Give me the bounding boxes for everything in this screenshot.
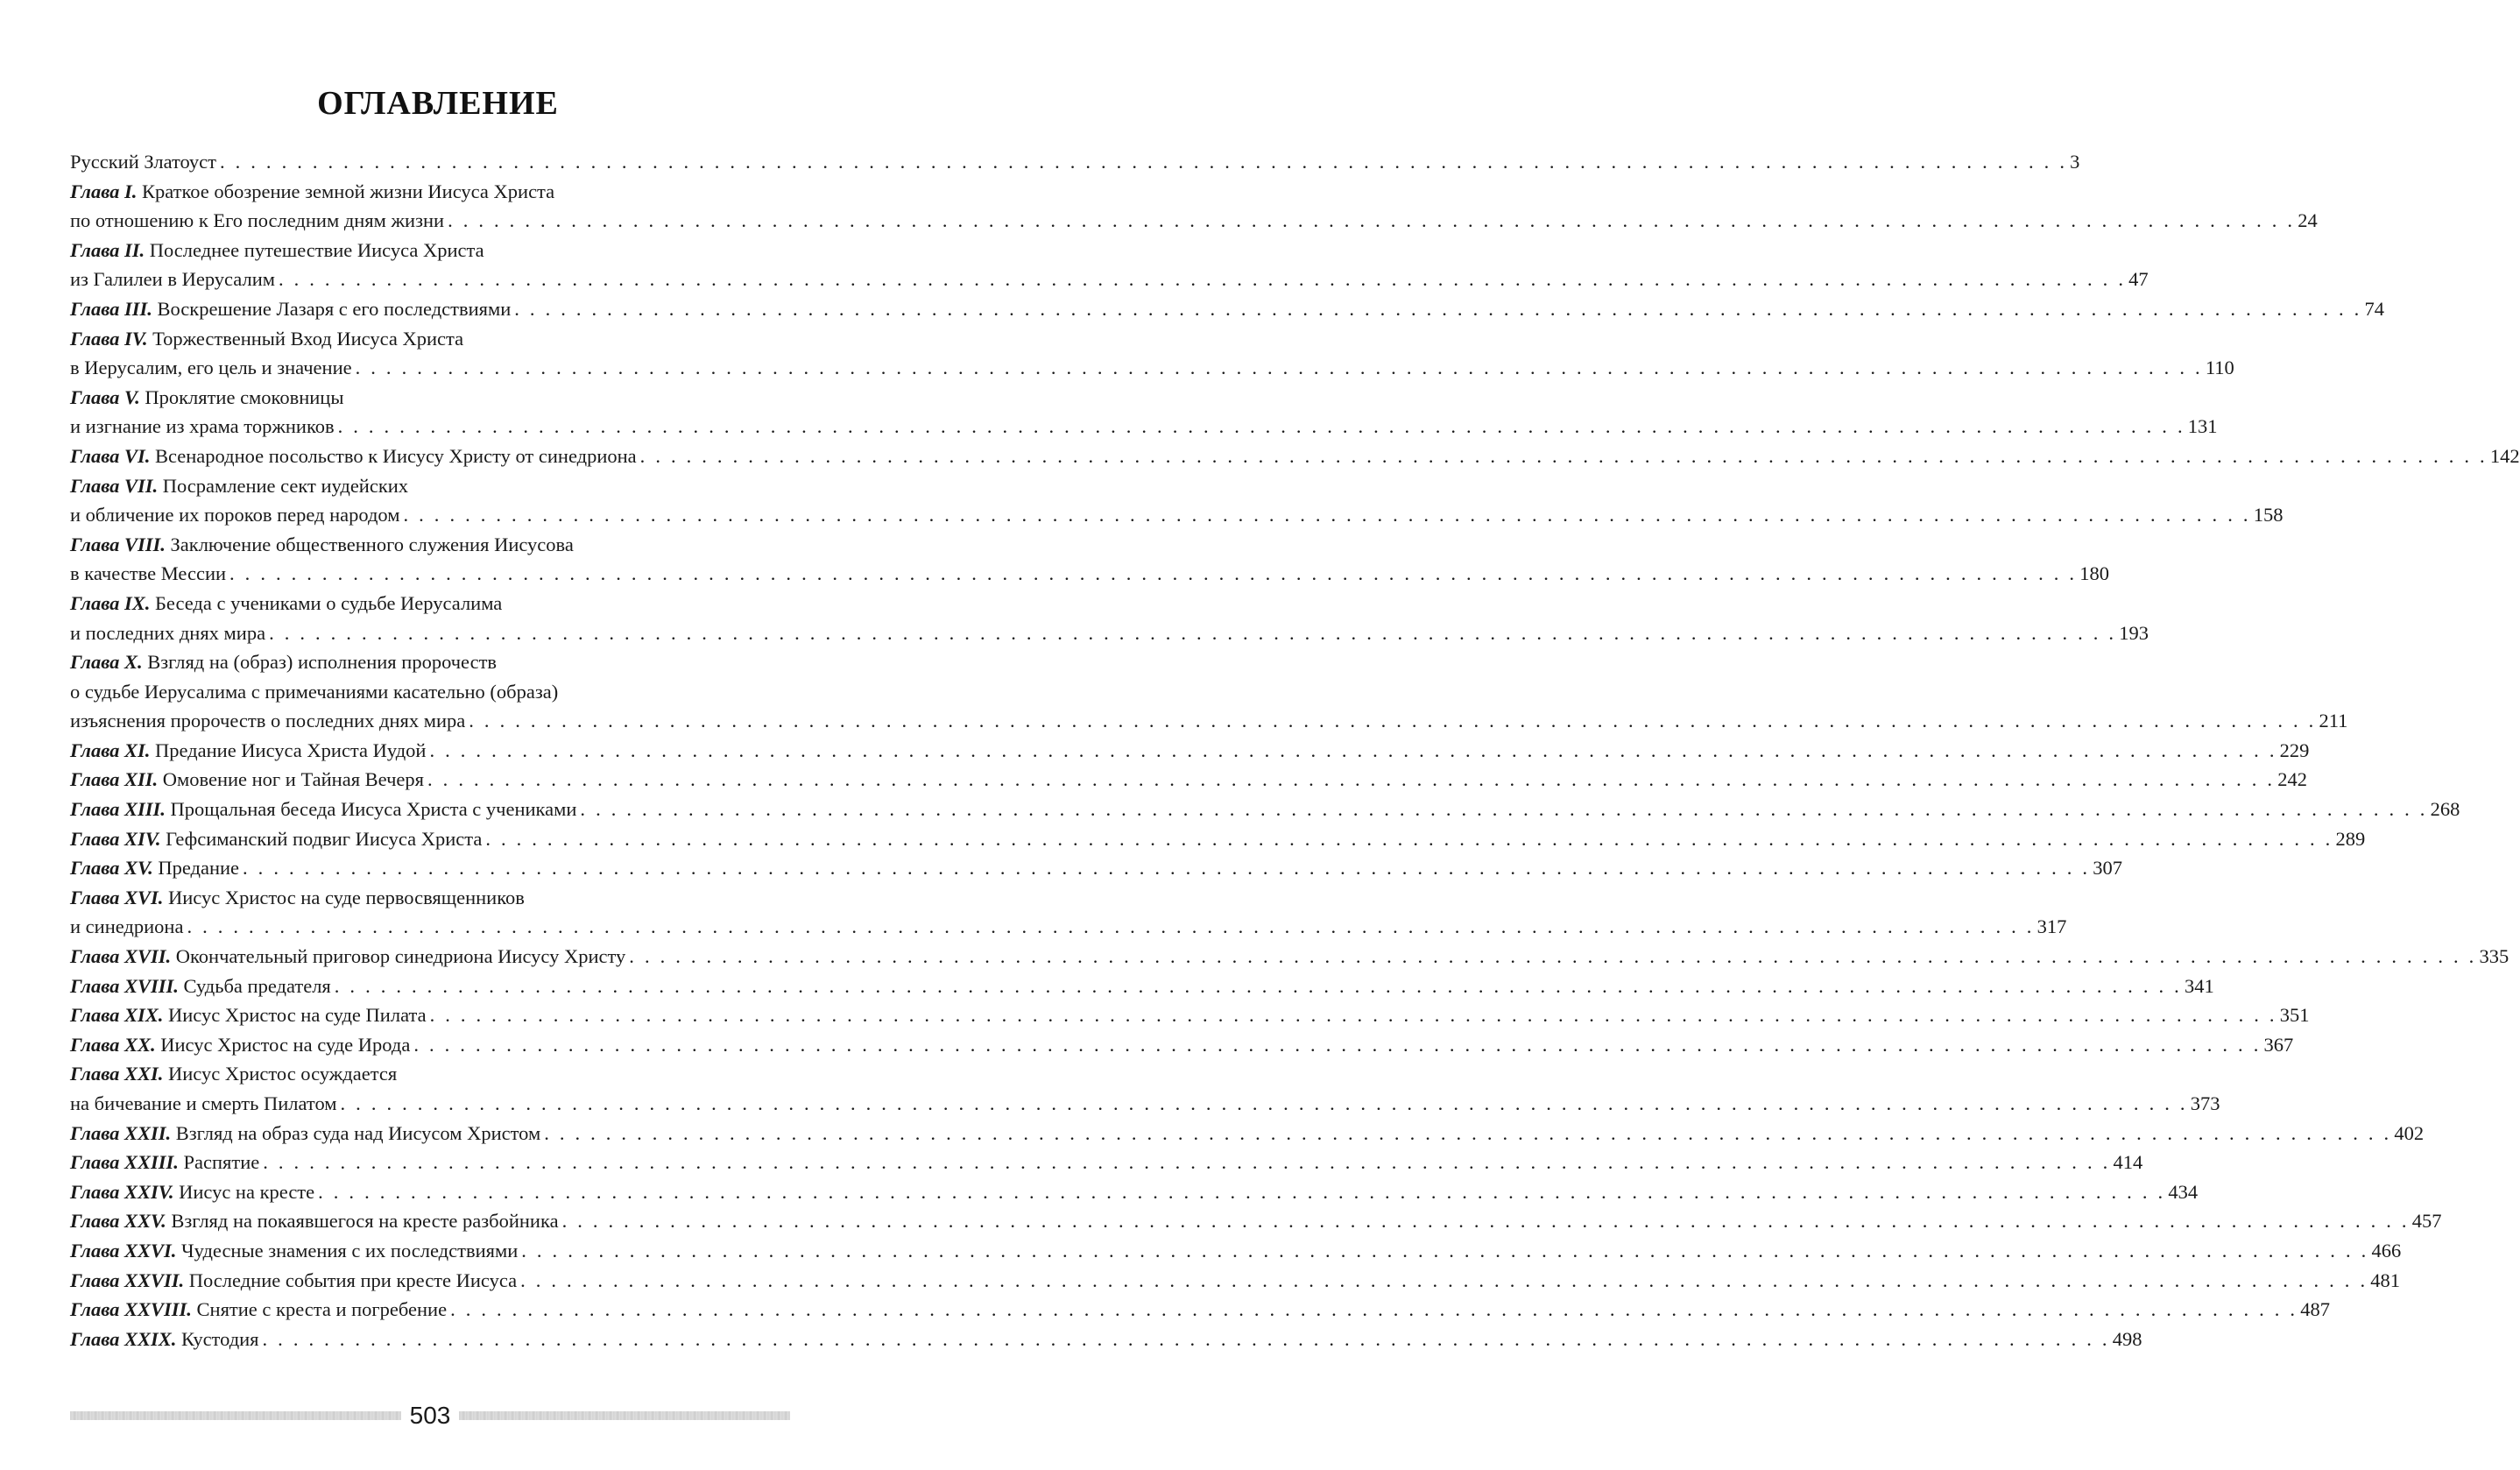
entry-page-number: 457 [2411, 1210, 2442, 1233]
toc-line [70, 265, 2149, 294]
chapter-label: Глава XIV. [70, 827, 161, 850]
toc-line [70, 1089, 2220, 1119]
toc-line [70, 206, 2318, 236]
entry-page-number: 341 [2184, 974, 2214, 997]
toc-line [70, 1000, 2310, 1030]
dot-leader: . . . . . . . . . . . . . . . . . . . . . . . . . . . . . . . . . . . . . . . . . . . . . . . . . . . . . . . . . . . . . . . . . . . . . . . . . . . . . . . . . . . . . . . . . . . . . . . . . . . . . . . . . . . . . . . . . . . . . . . . [429, 739, 2277, 761]
dot-leader: . . . . . . . . . . . . . . . . . . . . . . . . . . . . . . . . . . . . . . . . . . . . . . . . . . . . . . . . . . . . . . . . . . . . . . . . . . . . . . . . . . . . . . . . . . . . . . . . . . . . . . . . . . . . . . . . . . . . . . . . [278, 268, 2127, 291]
entry-title: Заключение общественного служения Иисусова [170, 533, 574, 555]
entry-title: на бичевание и смерть Пилатом [70, 1092, 337, 1114]
toc-line [70, 236, 790, 265]
entry-title: Русский Златоуст [70, 151, 216, 173]
chapter-label: Глава XV. [70, 857, 153, 880]
entry-title: Иисус Христос на суде Ирода [160, 1033, 411, 1056]
entry-title: Гефсиманский подвиг Иисуса Христа [166, 827, 483, 850]
dot-leader: . . . . . . . . . . . . . . . . . . . . . . . . . . . . . . . . . . . . . . . . . . . . . . . . . . . . . . . . . . . . . . . . . . . . . . . . . . . . . . . . . . . . . . . . . . . . . . . . . . . . . . . . . . . . . . . . . . . . . . . . [450, 1298, 2298, 1321]
chapter-label: Глава III. [70, 297, 152, 320]
entry-title: о судьбе Иерусалима с примечаниями касательно (образа) [70, 680, 559, 703]
chapter-label: Глава XIII. [70, 798, 166, 821]
entry-page-number: 434 [2168, 1180, 2199, 1203]
dot-leader: . . . . . . . . . . . . . . . . . . . . . . . . . . . . . . . . . . . . . . . . . . . . . . . . . . . . . . . . . . . . . . . . . . . . . . . . . . . . . . . . . . . . . . . . . . . . . . . . . . . . . . . . . . . . . . . . . . . . . . . . [629, 945, 2477, 968]
chapter-label: Глава II. [70, 238, 145, 261]
dot-leader: . . . . . . . . . . . . . . . . . . . . . . . . . . . . . . . . . . . . . . . . . . . . . . . . . . . . . . . . . . . . . . . . . . . . . . . . . . . . . . . . . . . . . . . . . . . . . . . . . . . . . . . . . . . . . . . . . . . . . . . . [520, 1269, 2368, 1291]
page-title: ОГЛАВЛЕНИЕ [317, 85, 559, 122]
entry-title: Краткое обозрение земной жизни Иисуса Христа [141, 180, 555, 202]
toc-line [70, 1119, 2425, 1148]
entry-page-number: 142 [2489, 444, 2520, 467]
entry-page-number: 414 [2113, 1151, 2143, 1174]
footer-rule-left [70, 1411, 401, 1420]
entry-title: Предание Иисуса Христа Иудой [154, 739, 427, 761]
chapter-label: Глава XXVIII. [70, 1298, 192, 1321]
toc-line [70, 795, 2460, 824]
dot-leader: . . . . . . . . . . . . . . . . . . . . . . . . . . . . . . . . . . . . . . . . . . . . . . . . . . . . . . . . . . . . . . . . . . . . . . . . . . . . . . . . . . . . . . . . . . . . . . . . . . . . . . . . . . . . . . . . . . . . . . . . [485, 827, 2333, 850]
entry-title: Взгляд на образ суда над Иисусом Христом [175, 1121, 541, 1144]
toc-line [70, 1236, 2402, 1266]
entry-title: Иисус Христос осуждается [167, 1063, 398, 1085]
entry-page-number: 3 [2070, 151, 2080, 173]
toc-line [70, 294, 2384, 324]
toc-line [70, 324, 790, 354]
page-footer [70, 1398, 790, 1433]
toc-line [70, 1059, 790, 1089]
toc-line [70, 442, 2520, 471]
dot-leader: . . . . . . . . . . . . . . . . . . . . . . . . . . . . . . . . . . . . . . . . . . . . . . . . . . . . . . . . . . . . . . . . . . . . . . . . . . . . . . . . . . . . . . . . . . . . . . . . . . . . . . . . . . . . . . . . . . . . . . . . [514, 297, 2362, 320]
chapter-label: Глава V. [70, 385, 140, 408]
chapter-label: Глава XIX. [70, 1004, 164, 1027]
toc-line [70, 353, 2234, 383]
entry-title: из Галилеи в Иерусалим [70, 268, 275, 291]
entry-title: Воскрешение Лазаря с его последствиями [157, 297, 512, 320]
entry-title: Последнее путешествие Иисуса Христа [149, 238, 484, 261]
dot-leader: . . . . . . . . . . . . . . . . . . . . . . . . . . . . . . . . . . . . . . . . . . . . . . . . . . . . . . . . . . . . . . . . . . . . . . . . . . . . . . . . . . . . . . . . . . . . . . . . . . . . . . . . . . . . . . . . . . . . . . . . [413, 1033, 2262, 1056]
toc-line [70, 853, 2122, 883]
entry-title: и обличение их пороков перед народом [70, 504, 400, 527]
entry-title: Предание [158, 857, 240, 880]
toc-line [70, 530, 790, 560]
entry-title: Торжественный Вход Иисуса Христа [152, 327, 464, 350]
dot-leader: . . . . . . . . . . . . . . . . . . . . . . . . . . . . . . . . . . . . . . . . . . . . . . . . . . . . . . . . . . . . . . . . . . . . . . . . . . . . . . . . . . . . . . . . . . . . . . . . . . . . . . . . . . . . . . . . . . . . . . . . [448, 209, 2296, 232]
entry-page-number: 487 [2300, 1298, 2331, 1321]
entry-page-number: 131 [2187, 415, 2218, 438]
chapter-label: Глава XXIV. [70, 1180, 174, 1203]
toc-line [70, 1295, 2331, 1325]
dot-leader: . . . . . . . . . . . . . . . . . . . . . . . . . . . . . . . . . . . . . . . . . . . . . . . . . . . . . . . . . . . . . . . . . . . . . . . . . . . . . . . . . . . . . . . . . . . . . . . . . . . . . . . . . . . . . . . . . . . . . . . . [334, 974, 2182, 997]
entry-title: и синедриона [70, 915, 184, 938]
toc-line [70, 1030, 2294, 1060]
toc-line [70, 765, 2307, 795]
chapter-label: Глава XVI. [70, 886, 164, 908]
entry-page-number: 367 [2263, 1033, 2294, 1056]
entry-page-number: 402 [2394, 1121, 2425, 1144]
dot-leader: . . . . . . . . . . . . . . . . . . . . . . . . . . . . . . . . . . . . . . . . . . . . . . . . . . . . . . . . . . . . . . . . . . . . . . . . . . . . . . . . . . . . . . . . . . . . . . . . . . . . . . . . . . . . . . . . . . . . . . . . [429, 1004, 2277, 1027]
dot-leader: . . . . . . . . . . . . . . . . . . . . . . . . . . . . . . . . . . . . . . . . . . . . . . . . . . . . . . . . . . . . . . . . . . . . . . . . . . . . . . . . . . . . . . . . . . . . . . . . . . . . . . . . . . . . . . . . . . . . . . . . [229, 562, 2078, 585]
entry-page-number: 180 [2079, 562, 2109, 585]
entry-title: Судьба предателя [183, 974, 331, 997]
entry-title: в качестве Мессии [70, 562, 227, 585]
chapter-label: Глава VI. [70, 444, 151, 467]
chapter-label: Глава XVIII. [70, 974, 179, 997]
toc-line [70, 883, 790, 913]
entry-page-number: 307 [2093, 857, 2122, 880]
dot-leader: . . . . . . . . . . . . . . . . . . . . . . . . . . . . . . . . . . . . . . . . . . . . . . . . . . . . . . . . . . . . . . . . . . . . . . . . . . . . . . . . . . . . . . . . . . . . . . . . . . . . . . . . . . . . . . . . . . . . . . . . [340, 1092, 2188, 1114]
chapter-label: Глава XXVI. [70, 1239, 177, 1262]
entry-title: по отношению к Его последним дням жизни [70, 209, 445, 232]
entry-title: и изгнание из храма торжников [70, 415, 335, 438]
table-of-contents [70, 147, 2520, 1353]
dot-leader: . . . . . . . . . . . . . . . . . . . . . . . . . . . . . . . . . . . . . . . . . . . . . . . . . . . . . . . . . . . . . . . . . . . . . . . . . . . . . . . . . . . . . . . . . . . . . . . . . . . . . . . . . . . . . . . . . . . . . . . . [427, 768, 2276, 791]
chapter-label: Глава I. [70, 180, 138, 202]
dot-leader: . . . . . . . . . . . . . . . . . . . . . . . . . . . . . . . . . . . . . . . . . . . . . . . . . . . . . . . . . . . . . . . . . . . . . . . . . . . . . . . . . . . . . . . . . . . . . . . . . . . . . . . . . . . . . . . . . . . . . . . . [263, 1151, 2111, 1174]
entry-page-number: 229 [2279, 739, 2310, 761]
dot-leader: . . . . . . . . . . . . . . . . . . . . . . . . . . . . . . . . . . . . . . . . . . . . . . . . . . . . . . . . . . . . . . . . . . . . . . . . . . . . . . . . . . . . . . . . . . . . . . . . . . . . . . . . . . . . . . . . . . . . . . . . [269, 621, 2117, 644]
chapter-label: Глава XXII. [70, 1121, 172, 1144]
entry-title: Иисус на кресте [179, 1180, 315, 1203]
entry-title: Посрамление сект иудейских [162, 474, 409, 497]
toc-line [70, 147, 2080, 177]
entry-title: Беседа с учениками о судьбе Иерусалима [154, 591, 503, 614]
chapter-label: Глава XX. [70, 1033, 156, 1056]
chapter-label: Глава XXV. [70, 1210, 166, 1233]
dot-leader: . . . . . . . . . . . . . . . . . . . . . . . . . . . . . . . . . . . . . . . . . . . . . . . . . . . . . . . . . . . . . . . . . . . . . . . . . . . . . . . . . . . . . . . . . . . . . . . . . . . . . . . . . . . . . . . . . . . . . . . . [403, 504, 2251, 527]
entry-title: Последние события при кресте Иисуса [188, 1269, 518, 1291]
entry-title: Иисус Христос на суде первосвященников [167, 886, 525, 908]
entry-page-number: 24 [2298, 209, 2318, 232]
entry-page-number: 481 [2370, 1269, 2401, 1291]
entry-page-number: 466 [2371, 1239, 2402, 1262]
chapter-label: Глава XII. [70, 768, 159, 791]
entry-page-number: 47 [2128, 268, 2149, 291]
entry-title: Снятие с креста и погребение [196, 1298, 448, 1321]
toc-line [70, 412, 2218, 442]
entry-title: в Иерусалим, его цель и значение [70, 357, 352, 379]
entry-page-number: 351 [2279, 1004, 2310, 1027]
toc-line [70, 471, 790, 501]
toc-line [70, 589, 790, 618]
entry-page-number: 110 [2205, 357, 2234, 379]
chapter-label: Глава X. [70, 651, 143, 674]
dot-leader: . . . . . . . . . . . . . . . . . . . . . . . . . . . . . . . . . . . . . . . . . . . . . . . . . . . . . . . . . . . . . . . . . . . . . . . . . . . . . . . . . . . . . . . . . . . . . . . . . . . . . . . . . . . . . . . . . . . . . . . . [561, 1210, 2410, 1233]
chapter-label: Глава XXIII. [70, 1151, 179, 1174]
toc-line [70, 677, 790, 707]
toc-line [70, 824, 2366, 854]
toc-line [70, 912, 2067, 942]
entry-title: Проклятие смоковницы [145, 385, 344, 408]
entry-page-number: 74 [2364, 297, 2384, 320]
entry-page-number: 289 [2335, 827, 2366, 850]
entry-page-number: 158 [2253, 504, 2284, 527]
chapter-label: Глава XXIX. [70, 1327, 177, 1350]
entry-title: Чудесные знамения с их последствиями [181, 1239, 519, 1262]
chapter-label: Глава IV. [70, 327, 148, 350]
entry-page-number: 193 [2119, 621, 2149, 644]
toc-line [70, 383, 790, 413]
entry-page-number: 268 [2430, 798, 2460, 821]
entry-page-number: 317 [2036, 915, 2067, 938]
entry-title: Прощальная беседа Иисуса Христа с учениками [170, 798, 577, 821]
entry-title: изъяснения пророчеств о последних днях мира [70, 710, 466, 732]
toc-line [70, 706, 2348, 736]
entry-page-number: 242 [2277, 768, 2307, 791]
entry-title: Окончательный приговор синедриона Иисусу Христу [175, 945, 626, 968]
chapter-label: Глава VIII. [70, 533, 166, 555]
toc-line [70, 1325, 2142, 1354]
dot-leader: . . . . . . . . . . . . . . . . . . . . . . . . . . . . . . . . . . . . . . . . . . . . . . . . . . . . . . . . . . . . . . . . . . . . . . . . . . . . . . . . . . . . . . . . . . . . . . . . . . . . . . . . . . . . . . . . . . . . . . . . [469, 710, 2317, 732]
dot-leader: . . . . . . . . . . . . . . . . . . . . . . . . . . . . . . . . . . . . . . . . . . . . . . . . . . . . . . . . . . . . . . . . . . . . . . . . . . . . . . . . . . . . . . . . . . . . . . . . . . . . . . . . . . . . . . . . . . . . . . . . [337, 415, 2185, 438]
entry-page-number: 211 [2319, 710, 2348, 732]
entry-title: Взгляд на покаявшегося на кресте разбойника [171, 1210, 559, 1233]
entry-title: Иисус Христос на суде Пилата [167, 1004, 427, 1027]
entry-title: Кустодия [181, 1327, 259, 1350]
toc-line [70, 942, 2509, 972]
dot-leader: . . . . . . . . . . . . . . . . . . . . . . . . . . . . . . . . . . . . . . . . . . . . . . . . . . . . . . . . . . . . . . . . . . . . . . . . . . . . . . . . . . . . . . . . . . . . . . . . . . . . . . . . . . . . . . . . . . . . . . . . [580, 798, 2428, 821]
chapter-label: Глава XVII. [70, 945, 172, 968]
toc-line [70, 647, 790, 677]
chapter-label: Глава XXI. [70, 1063, 164, 1085]
entry-title: и последних днях мира [70, 621, 266, 644]
toc-line [70, 500, 2284, 530]
chapter-label: Глава XXVII. [70, 1269, 185, 1291]
dot-leader: . . . . . . . . . . . . . . . . . . . . . . . . . . . . . . . . . . . . . . . . . . . . . . . . . . . . . . . . . . . . . . . . . . . . . . . . . . . . . . . . . . . . . . . . . . . . . . . . . . . . . . . . . . . . . . . . . . . . . . . . [544, 1121, 2392, 1144]
entry-title: Взгляд на (образ) исполнения пророчеств [147, 651, 498, 674]
entry-title: Всенародное посольство к Иисусу Христу от синедриона [154, 444, 637, 467]
dot-leader: . . . . . . . . . . . . . . . . . . . . . . . . . . . . . . . . . . . . . . . . . . . . . . . . . . . . . . . . . . . . . . . . . . . . . . . . . . . . . . . . . . . . . . . . . . . . . . . . . . . . . . . . . . . . . . . . . . . . . . . . [219, 151, 2068, 173]
page-number: 503 [409, 1402, 451, 1429]
entry-page-number: 498 [2112, 1327, 2142, 1350]
toc-line [70, 1177, 2199, 1207]
chapter-label: Глава XI. [70, 739, 151, 761]
toc-line [70, 972, 2214, 1001]
entry-title: Омовение ног и Тайная Вечеря [162, 768, 425, 791]
dot-leader: . . . . . . . . . . . . . . . . . . . . . . . . . . . . . . . . . . . . . . . . . . . . . . . . . . . . . . . . . . . . . . . . . . . . . . . . . . . . . . . . . . . . . . . . . . . . . . . . . . . . . . . . . . . . . . . . . . . . . . . . [521, 1239, 2369, 1262]
dot-leader: . . . . . . . . . . . . . . . . . . . . . . . . . . . . . . . . . . . . . . . . . . . . . . . . . . . . . . . . . . . . . . . . . . . . . . . . . . . . . . . . . . . . . . . . . . . . . . . . . . . . . . . . . . . . . . . . . . . . . . . . [243, 857, 2091, 880]
toc-line [70, 1206, 2442, 1236]
entry-title: Распятие [183, 1151, 260, 1174]
dot-leader: . . . . . . . . . . . . . . . . . . . . . . . . . . . . . . . . . . . . . . . . . . . . . . . . . . . . . . . . . . . . . . . . . . . . . . . . . . . . . . . . . . . . . . . . . . . . . . . . . . . . . . . . . . . . . . . . . . . . . . . . [355, 357, 2203, 379]
toc-line [70, 1148, 2143, 1177]
chapter-label: Глава VII. [70, 474, 159, 497]
dot-leader: . . . . . . . . . . . . . . . . . . . . . . . . . . . . . . . . . . . . . . . . . . . . . . . . . . . . . . . . . . . . . . . . . . . . . . . . . . . . . . . . . . . . . . . . . . . . . . . . . . . . . . . . . . . . . . . . . . . . . . . . [262, 1327, 2110, 1350]
entry-page-number: 335 [2479, 945, 2509, 968]
toc-line [70, 1266, 2401, 1296]
dot-leader: . . . . . . . . . . . . . . . . . . . . . . . . . . . . . . . . . . . . . . . . . . . . . . . . . . . . . . . . . . . . . . . . . . . . . . . . . . . . . . . . . . . . . . . . . . . . . . . . . . . . . . . . . . . . . . . . . . . . . . . . [318, 1180, 2166, 1203]
footer-rule-right [459, 1411, 790, 1420]
chapter-label: Глава IX. [70, 591, 151, 614]
toc-line [70, 736, 2310, 766]
dot-leader: . . . . . . . . . . . . . . . . . . . . . . . . . . . . . . . . . . . . . . . . . . . . . . . . . . . . . . . . . . . . . . . . . . . . . . . . . . . . . . . . . . . . . . . . . . . . . . . . . . . . . . . . . . . . . . . . . . . . . . . . [187, 915, 2035, 938]
toc-line [70, 618, 2149, 648]
entry-page-number: 373 [2190, 1092, 2220, 1114]
dot-leader: . . . . . . . . . . . . . . . . . . . . . . . . . . . . . . . . . . . . . . . . . . . . . . . . . . . . . . . . . . . . . . . . . . . . . . . . . . . . . . . . . . . . . . . . . . . . . . . . . . . . . . . . . . . . . . . . . . . . . . . . [639, 444, 2488, 467]
toc-line [70, 559, 2109, 589]
toc-line [70, 177, 790, 207]
